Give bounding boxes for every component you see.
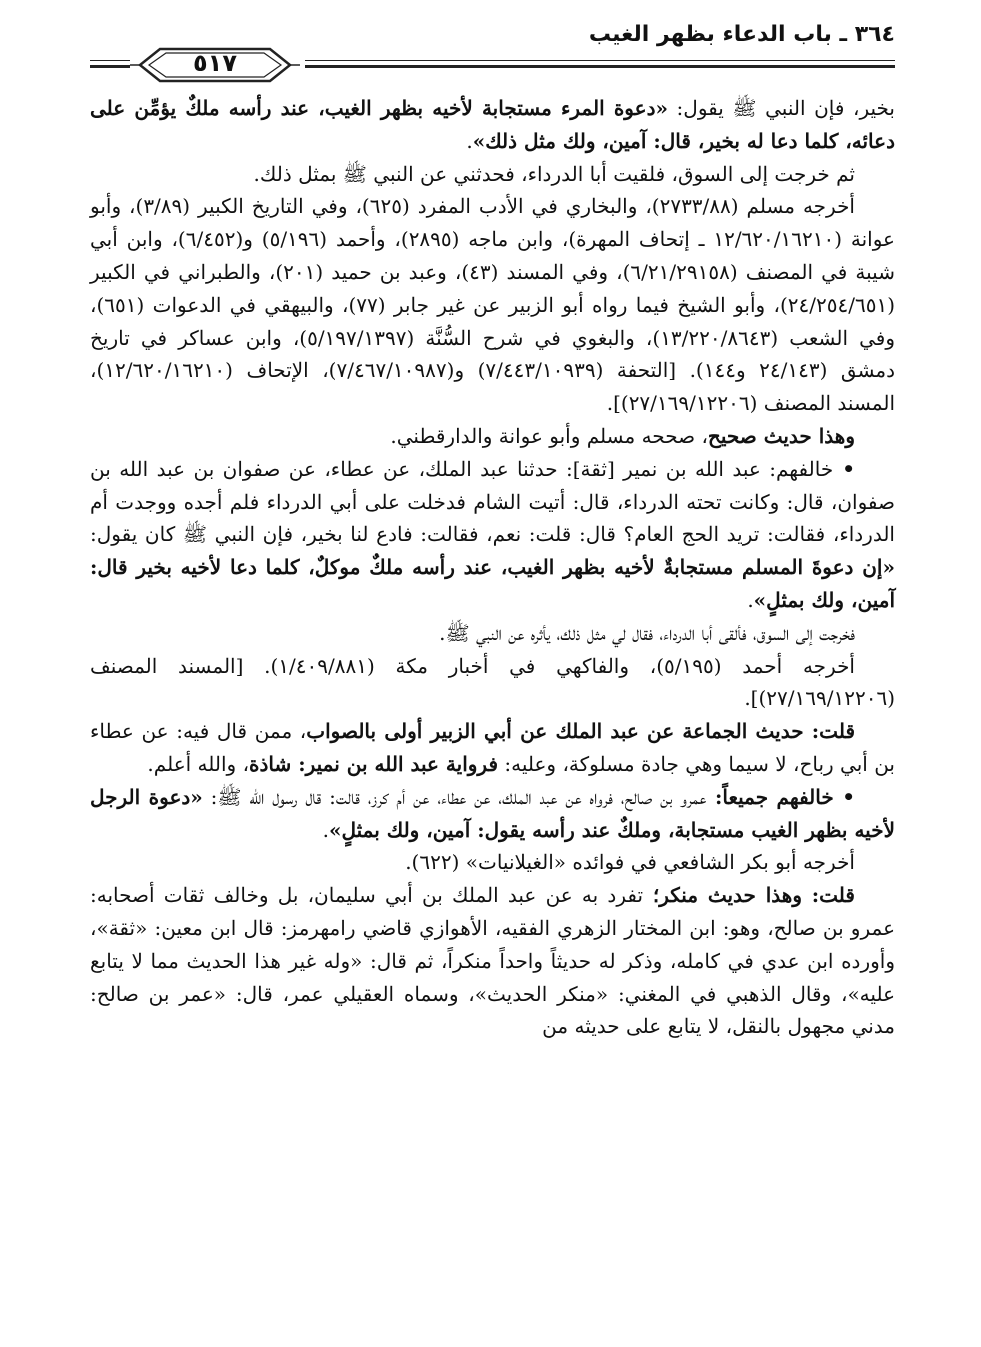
bold-text: فرواية عبد الله بن نمير: شاذة xyxy=(249,751,499,776)
text-run: أخرجه أبو بكر الشافعي في فوائده «الغيلانيات» (٦٢٢). xyxy=(405,850,855,875)
text-run: ، ممن قال فيه: عن عطاء بن أبي رباح، لا سيما وهي جادة مسلوكة، وعليه: xyxy=(90,719,895,776)
page-number: ٥١٧ xyxy=(193,49,237,77)
text-run: فخرجت إلى السوق، فألقى أبا الدرداء، فقال لي مثل ذلك، يأثره عن النبي ﷺ. xyxy=(439,620,855,645)
bold-text: • خالفهم جميعاً: xyxy=(706,784,855,809)
paragraph xyxy=(90,453,895,617)
bold-text: • xyxy=(833,456,856,481)
bold-text: قلت: حديث الجماعة عن عبد الملك عن أبي الزبير أولى بالصواب xyxy=(306,719,856,744)
text-run: ثم خرجت إلى السوق، فلقيت أبا الدرداء، فحدثني عن النبي ﷺ بمثل ذلك. xyxy=(253,161,855,186)
paragraph xyxy=(90,715,895,781)
header-double-rule-left xyxy=(90,60,130,61)
paragraph xyxy=(90,617,895,650)
bold-text: وهذا حديث صحيح xyxy=(707,423,855,448)
header-double-rule xyxy=(305,60,895,61)
bold-text: «إن دعوةَ المسلم مستجابةٌ لأخيه بظهر الغيب، عند رأسه ملكٌ موكلٌ، كلما دعا لأخيه بخير قال: آمين، ولك بمثلٍ» xyxy=(90,555,895,612)
text-run: . xyxy=(322,817,329,842)
text-run: ، صححه مسلم وأبو عوانة والدارقطني. xyxy=(390,423,708,448)
running-title: ٣٦٤ ـ باب الدعاء بظهر الغيب xyxy=(588,22,895,47)
text-run: . xyxy=(466,128,473,153)
paragraph xyxy=(90,190,895,420)
paragraph xyxy=(90,420,895,453)
bold-text: «دعوة الرجل لأخيه بظهر الغيب مستجابة، وملكٌ عند رأسه يقول: آمين، ولك بمثلٍ» xyxy=(90,784,895,842)
bold-text: قلت: وهذا حديث منكر؛ xyxy=(643,883,855,908)
text-run: عمرو بن صالح، فرواه عن عبد الملك، عن عطاء، عن أم كرز، قالت: قال رسول الله ﷺ: xyxy=(202,784,707,809)
text-run: خالفهم: عبد الله بن نمير [ثقة]: حدثنا عبد الملك، عن عطاء، عن صفوان بن عبد الله بن صفوان، قال: وكانت تحته الدرداء، قال: أتيت الشام فدخلت على أبي الدرداء فلم أجده ووجدت أم الدرداء، فقالت: تريد الحج العام؟ قال: قلت: نعم، فقالت: فادع لنا بخير، فإن النبي ﷺ كان يقول: xyxy=(90,456,895,547)
text-run: . xyxy=(747,587,754,612)
paragraph xyxy=(90,92,895,158)
paragraph xyxy=(90,846,895,879)
text-run: ، والله أعلم. xyxy=(147,751,250,776)
paragraph xyxy=(90,158,895,191)
paragraph xyxy=(90,781,895,847)
text-run: أخرجه مسلم (٢٧٣٣/٨٨)، والبخاري في الأدب المفرد (٦٢٥)، وفي التاريخ الكبير (٣/٨٩)، وأبو عوانة (١٢/٦٢٠/١٦٢١٠ ـ إتحاف المهرة)، وابن ماجه (٢٨٩٥)، وأحمد (٥/١٩٦) و(٦/٤٥٢)، وابن أبي شيبة في المصنف (٦/٢١/٢٩١٥٨)، وفي المسند (٤٣)، وعبد بن حميد (٢٠١)، والطبراني في الكبير (٢٤/٢٥٤/٦٥١)، وأبو الشيخ فيما رواه أبو الزبير عن غير جابر (٧٧)، والبيهقي في الدعوات (٦٥١)، وفي الشعب (١٣/٢٢٠/٨٦٤٣)، والبغوي في شرح السُّنَّة (٥/١٩٧/١٣٩٧)، وابن عساكر في تاريخ دمشق (٢٤/١٤٣ و١٤٤). [التحفة (٧/٤٤٣/١٠٩٣٩) و(٧/٤٦٧/١٠٩٨٧)، الإتحاف (١٢/٦٢٠/١٦٢١٠)، المسند المصنف (٢٧/١٦٩/١٢٢٠٦)]. xyxy=(90,194,896,416)
paragraph xyxy=(90,650,895,716)
text-run: أخرجه أحمد (٥/١٩٥)، والفاكهي في أخبار مكة (١/٤٠٩/٨٨١). [المسند المصنف (٢٧/١٦٩/١٢٢٠٦)]. xyxy=(90,653,895,711)
page-number-badge xyxy=(130,46,300,84)
text-run: بخير، فإن النبي ﷺ يقول: xyxy=(667,96,895,120)
bold-text: «دعوة المرء مستجابة لأخيه بظهر الغيب، عند رأسه ملكٌ يؤمِّن على دعائه، كلما دعا له بخير، قال: آمين، ولك مثل ذلك» xyxy=(90,96,895,153)
text-run: تفرد به عن عبد الملك بن أبي سليمان، بل وخالف ثقات أصحابه: عمرو بن صالح، وهو: ابن المختار الزهري الفقيه، الأهوازي قاضي رامهرمز: قال ابن معين: «ثقة»، وأورده ابن عدي في كامله، وذكر له حديثاً واحداً منكراً، ثم قال: «وله غير هذا الحديث مما لا يتابع عليه»، وقال الذهبي في المغني: «منكر الحديث»، وسماه العقيلي عمر، قال: «عمر بن صالح: مدني مجهول بالنقل، لا يتابع على حديثه من xyxy=(90,883,895,1039)
paragraph xyxy=(90,879,895,1043)
page-header xyxy=(90,22,895,92)
page-body xyxy=(90,92,895,1043)
